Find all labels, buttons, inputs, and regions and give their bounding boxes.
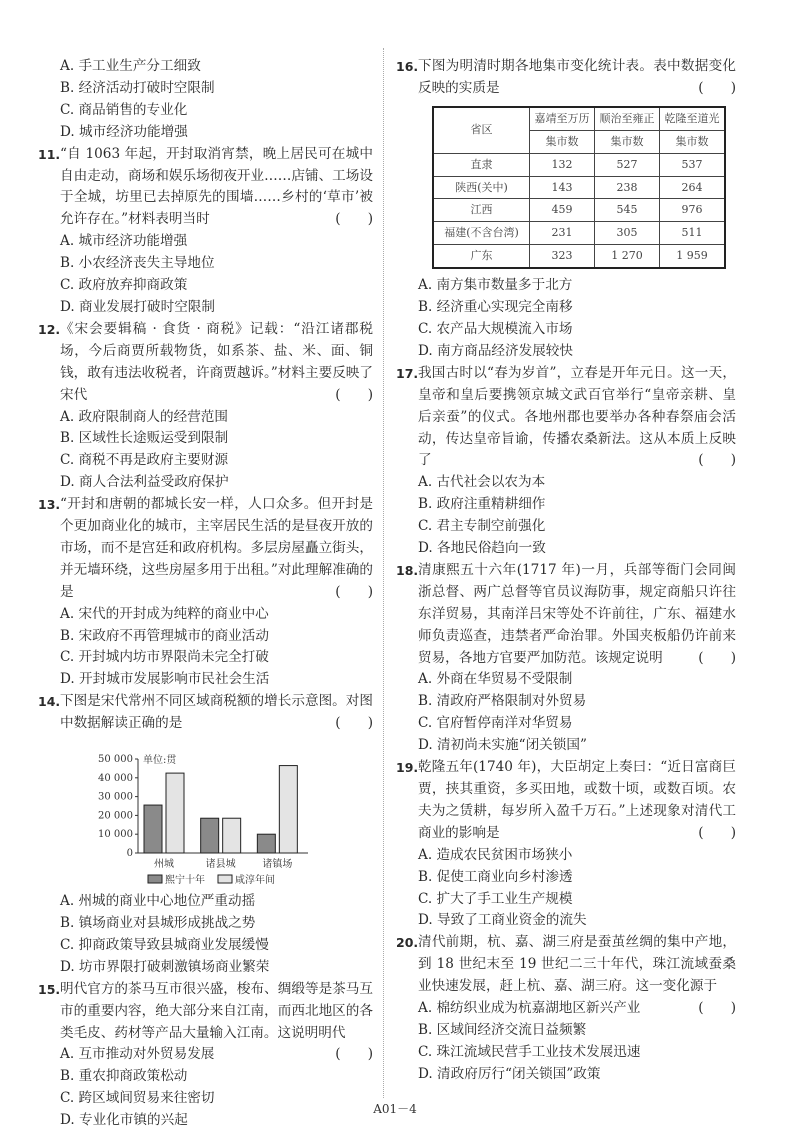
header-cell: 嘉靖至万历 — [530, 107, 595, 130]
question-text: 下图为明清时期各地集市变化统计表。表中数据变化反映的实质是 — [418, 58, 736, 96]
option[interactable]: D. 城市经济功能增强 — [60, 123, 188, 140]
value-cell: 238 — [595, 176, 660, 199]
option[interactable]: A. 互市推动对外贸易发展 — [60, 1046, 215, 1063]
legend-label: 咸淳年间 — [235, 875, 275, 887]
option[interactable]: C. 君主专制空前强化 — [418, 518, 546, 535]
header-cell: 集市数 — [530, 130, 595, 153]
option[interactable]: D. 清初尚未实施“闭关锁国” — [418, 737, 587, 754]
question-number: 16. — [396, 59, 419, 74]
option[interactable]: B. 政府注重精耕细作 — [418, 496, 546, 513]
option[interactable]: B. 区域性长途贩运受到限制 — [60, 430, 229, 447]
option[interactable]: A. 造成农民贫困市场狭小 — [418, 846, 573, 863]
value-cell: 537 — [660, 153, 726, 176]
value-cell: 459 — [530, 199, 595, 222]
option[interactable]: C. 政府放弃抑商政策 — [60, 277, 188, 294]
right-column — [396, 56, 736, 1086]
region-cell: 福建(不含台湾) — [433, 222, 530, 245]
question-text: 《宋会要辑稿 · 食货 · 商税》记载：“沿江诸郡税场，今后商贾所载物货，如系茶、盐、米、面、铜钱，敢有违法收税者，许商贾越诉。”材料主要反映了宋代 — [60, 320, 373, 403]
question-q12 — [38, 319, 373, 494]
question-stem — [38, 144, 373, 232]
answer-blank[interactable]: ( ) — [335, 583, 373, 600]
region-cell: 陕西(关中) — [433, 176, 530, 199]
option[interactable]: A. 棉纺织业成为杭嘉湖地区新兴产业 — [418, 1000, 641, 1017]
header-cell: 集市数 — [660, 130, 726, 153]
value-cell: 545 — [595, 199, 660, 222]
value-cell: 143 — [530, 176, 595, 199]
value-cell: 305 — [595, 222, 660, 245]
answer-blank[interactable]: ( ) — [698, 649, 736, 666]
option[interactable]: A. 南方集市数量多于北方 — [418, 277, 573, 294]
question-number: 13. — [38, 497, 61, 513]
region-cell: 江西 — [433, 199, 530, 222]
option[interactable]: D. 商人合法利益受政府保护 — [60, 474, 229, 491]
option[interactable]: C. 商税不再是政府主要财源 — [60, 452, 229, 469]
option[interactable]: A. 外商在华贸易不受限制 — [418, 671, 573, 688]
tax-bar-chart — [78, 741, 318, 891]
option[interactable]: B. 经济重心实现完全南移 — [418, 299, 573, 316]
unit-label: 单位:贯 — [143, 755, 177, 767]
question-q11 — [38, 144, 373, 319]
option[interactable]: B. 重农抑商政策松动 — [60, 1068, 188, 1085]
value-cell: 1 959 — [660, 245, 726, 268]
y-tick-label: 30 000 — [98, 791, 133, 803]
region-cell: 广东 — [433, 245, 530, 268]
header-cell: 集市数 — [595, 130, 660, 153]
option[interactable]: D. 专业化市镇的兴起 — [60, 1112, 188, 1129]
table-row — [433, 199, 725, 222]
question-stem — [38, 319, 373, 407]
x-tick-label: 诸县城 — [205, 859, 236, 871]
question-q14 — [38, 691, 373, 978]
bar-咸淳年间 — [279, 766, 297, 853]
answer-blank[interactable]: ( ) — [335, 211, 373, 228]
question-number: 15. — [38, 981, 61, 997]
region-cell: 直隶 — [433, 153, 530, 176]
y-tick-label: 20 000 — [98, 810, 133, 822]
option[interactable]: B. 促使工商业向乡村渗透 — [418, 868, 573, 885]
question-stem — [38, 494, 373, 604]
option[interactable]: D. 各地民俗趋向一致 — [418, 540, 546, 557]
x-tick-label: 州城 — [154, 859, 174, 871]
question-number: 12. — [38, 321, 61, 337]
question-text: 清康熙五十六年(1717 年)一月，兵部等衙门会同闽浙总督、两广总督等官员议海防事，规定商船只许往东洋贸易，其南洋吕宋等处不许前往，广东、福建水师负责巡查，违禁者严命治罪。外国夹板船仍许前来贸易，各地方官要严加防范。该规定说明 — [418, 561, 736, 666]
answer-blank[interactable]: ( ) — [698, 452, 736, 469]
table-row — [433, 222, 725, 245]
question-stem — [396, 363, 736, 473]
question-number: 19. — [396, 760, 419, 776]
y-tick-label: 0 — [126, 848, 133, 860]
value-cell: 323 — [530, 245, 595, 268]
question-text: “开封和唐朝的都城长安一样，人口众多。但开封是个更加商业化的城市，主宰居民生活的是昼夜开放的市场，而不是宫廷和政府机构。多层房屋矗立街头，并无墙环绕，这些房屋多用于出租。”对此理解准确的是 — [60, 496, 373, 600]
answer-blank[interactable]: ( ) — [698, 1000, 736, 1017]
option[interactable]: C. 农产品大规模流入市场 — [418, 320, 573, 337]
y-tick-label: 10 000 — [98, 829, 133, 841]
question-text: “自 1063 年起，开封取消宵禁，晚上居民可在城中自由走动，商场和娱乐场彻夜开业……店铺、工场设于全城，坊里已去掉原先的围墙……乡村的‘草市’被允许存在。”材料表明当时 — [60, 145, 373, 228]
question-q19 — [396, 757, 736, 932]
y-tick-label: 50 000 — [98, 754, 133, 766]
question-q18 — [396, 560, 736, 757]
answer-blank[interactable]: ( ) — [698, 79, 736, 96]
table-header-row — [433, 107, 725, 130]
option[interactable]: C. 商品销售的专业化 — [60, 101, 188, 118]
option[interactable]: C. 官府暂停南洋对华贸易 — [418, 715, 573, 732]
legend-swatch — [148, 875, 162, 883]
option[interactable]: A. 州城的商业中心地位严重动摇 — [60, 893, 256, 910]
question-stem — [396, 560, 736, 670]
option[interactable]: C. 扩大了手工业生产规模 — [418, 890, 573, 907]
option[interactable]: D. 导致了工商业资金的流失 — [418, 912, 587, 929]
question-number: 11. — [38, 146, 61, 162]
page-number: A01－4 — [373, 1102, 417, 1116]
value-cell: 511 — [660, 222, 726, 245]
option[interactable]: B. 镇场商业对县城形成挑战之势 — [60, 915, 256, 931]
option[interactable]: B. 清政府严格限制对外贸易 — [418, 693, 587, 710]
value-cell: 231 — [530, 222, 595, 245]
y-tick-label: 40 000 — [98, 772, 133, 784]
question-number: 18. — [396, 562, 419, 578]
legend-swatch — [218, 875, 232, 883]
header-cell: 顺治至雍正 — [595, 107, 660, 130]
question-q20 — [396, 932, 736, 1085]
header-cell: 省区 — [433, 107, 530, 153]
market-stats-table — [432, 106, 726, 269]
question-stem — [396, 757, 736, 845]
option[interactable]: A. 宋代的开封成为纯粹的商业中心 — [60, 605, 269, 622]
bar-熙宁十年 — [144, 805, 162, 853]
header-cell: 乾隆至道光 — [660, 107, 726, 130]
value-cell: 264 — [660, 176, 726, 199]
option[interactable]: C. 珠江流域民营手工业技术发展迅速 — [418, 1043, 641, 1060]
question-q16 — [396, 56, 736, 363]
answer-blank[interactable]: ( ) — [335, 715, 373, 732]
question-number: 17. — [396, 365, 419, 381]
x-tick-label: 诸镇场 — [262, 859, 293, 871]
option[interactable]: A. 古代社会以农为本 — [418, 474, 546, 491]
bar-熙宁十年 — [201, 818, 219, 853]
question-q17 — [396, 363, 736, 560]
option[interactable]: A. 政府限制商人的经营范围 — [60, 408, 228, 425]
question-text: 我国古时以“春为岁首”，立春是开年元日。这一天，皇帝和皇后要携领京城文武百官举行“皇帝亲耕、皇后亲蚕”的仪式。各地州郡也要举办各种春祭庙会活动，传达皇帝旨谕，传播农桑新法。这从本质上反映了 — [418, 364, 736, 469]
question-text: 乾隆五年(1740 年)，大臣胡定上奏曰：“近日富商巨贾，挟其重资，多买田地，或数十顷，或数百顷。农夫为之赁耕，每岁所入盈千万石。”上述现象对清代工商业的影响是 — [418, 759, 736, 841]
answer-blank[interactable]: ( ) — [335, 1046, 373, 1063]
option[interactable]: D. 开封城市发展影响市民社会生活 — [60, 671, 270, 688]
value-cell: 527 — [595, 153, 660, 176]
question-number: 20. — [396, 935, 419, 951]
option[interactable]: C. 开封城内坊市界限尚未完全打破 — [60, 649, 269, 666]
option[interactable]: B. 区域间经济交流日益频繁 — [418, 1021, 587, 1038]
value-cell: 976 — [660, 199, 726, 222]
column-divider — [383, 48, 384, 1098]
question-text: 清代前期，杭、嘉、湖三府是蚕茧丝绸的集中产地，到 18 世纪末至 19 世纪二三十年代，珠江流域蚕桑业快速发展，赶上杭、嘉、湖三府。这一变化源于 — [418, 934, 736, 995]
question-stem — [396, 56, 736, 100]
option[interactable]: C. 跨区域间贸易来往密切 — [60, 1090, 215, 1107]
option[interactable]: C. 抑商政策导致县城商业发展缓慢 — [60, 936, 269, 953]
question-number: 14. — [38, 694, 61, 710]
legend-label: 熙宁十年 — [165, 875, 205, 887]
bar-熙宁十年 — [257, 834, 275, 853]
option[interactable]: D. 商业发展打破时空限制 — [60, 298, 215, 315]
table-row — [433, 176, 725, 199]
option[interactable]: A. 城市经济功能增强 — [60, 233, 188, 250]
left-column — [38, 56, 373, 1132]
option[interactable]: B. 小农经济丧失主导地位 — [60, 255, 215, 272]
option[interactable]: A. 手工业生产分工细致 — [60, 58, 201, 74]
bar-咸淳年间 — [223, 818, 241, 853]
q10-options — [38, 56, 373, 144]
table-row — [433, 245, 725, 268]
value-cell: 1 270 — [595, 245, 660, 268]
question-stem — [38, 691, 373, 735]
bar-咸淳年间 — [166, 773, 184, 853]
answer-blank[interactable]: ( ) — [335, 386, 373, 403]
value-cell: 132 — [530, 153, 595, 176]
question-q13 — [38, 494, 373, 691]
option[interactable]: D. 南方商品经济发展较快 — [418, 342, 573, 359]
option[interactable]: B. 经济活动打破时空限制 — [60, 79, 215, 96]
table-row — [433, 153, 725, 176]
option[interactable]: B. 宋政府不再管理城市的商业活动 — [60, 627, 269, 644]
question-text: 下图是宋代常州不同区域商税额的增长示意图。对图中数据解读正确的是 — [60, 693, 373, 732]
question-text: 明代官方的茶马互市很兴盛，梭布、绸缎等是茶马互市的重要内容，绝大部分来自江南，而西北地区的各类毛皮、药材等产品大量输入江南。这说明明代 — [60, 980, 373, 1041]
option[interactable]: D. 坊市界限打破刺激镇场商业繁荣 — [60, 958, 270, 975]
option[interactable]: D. 清政府厉行“闭关锁国”政策 — [418, 1065, 601, 1082]
answer-blank[interactable]: ( ) — [698, 824, 736, 841]
